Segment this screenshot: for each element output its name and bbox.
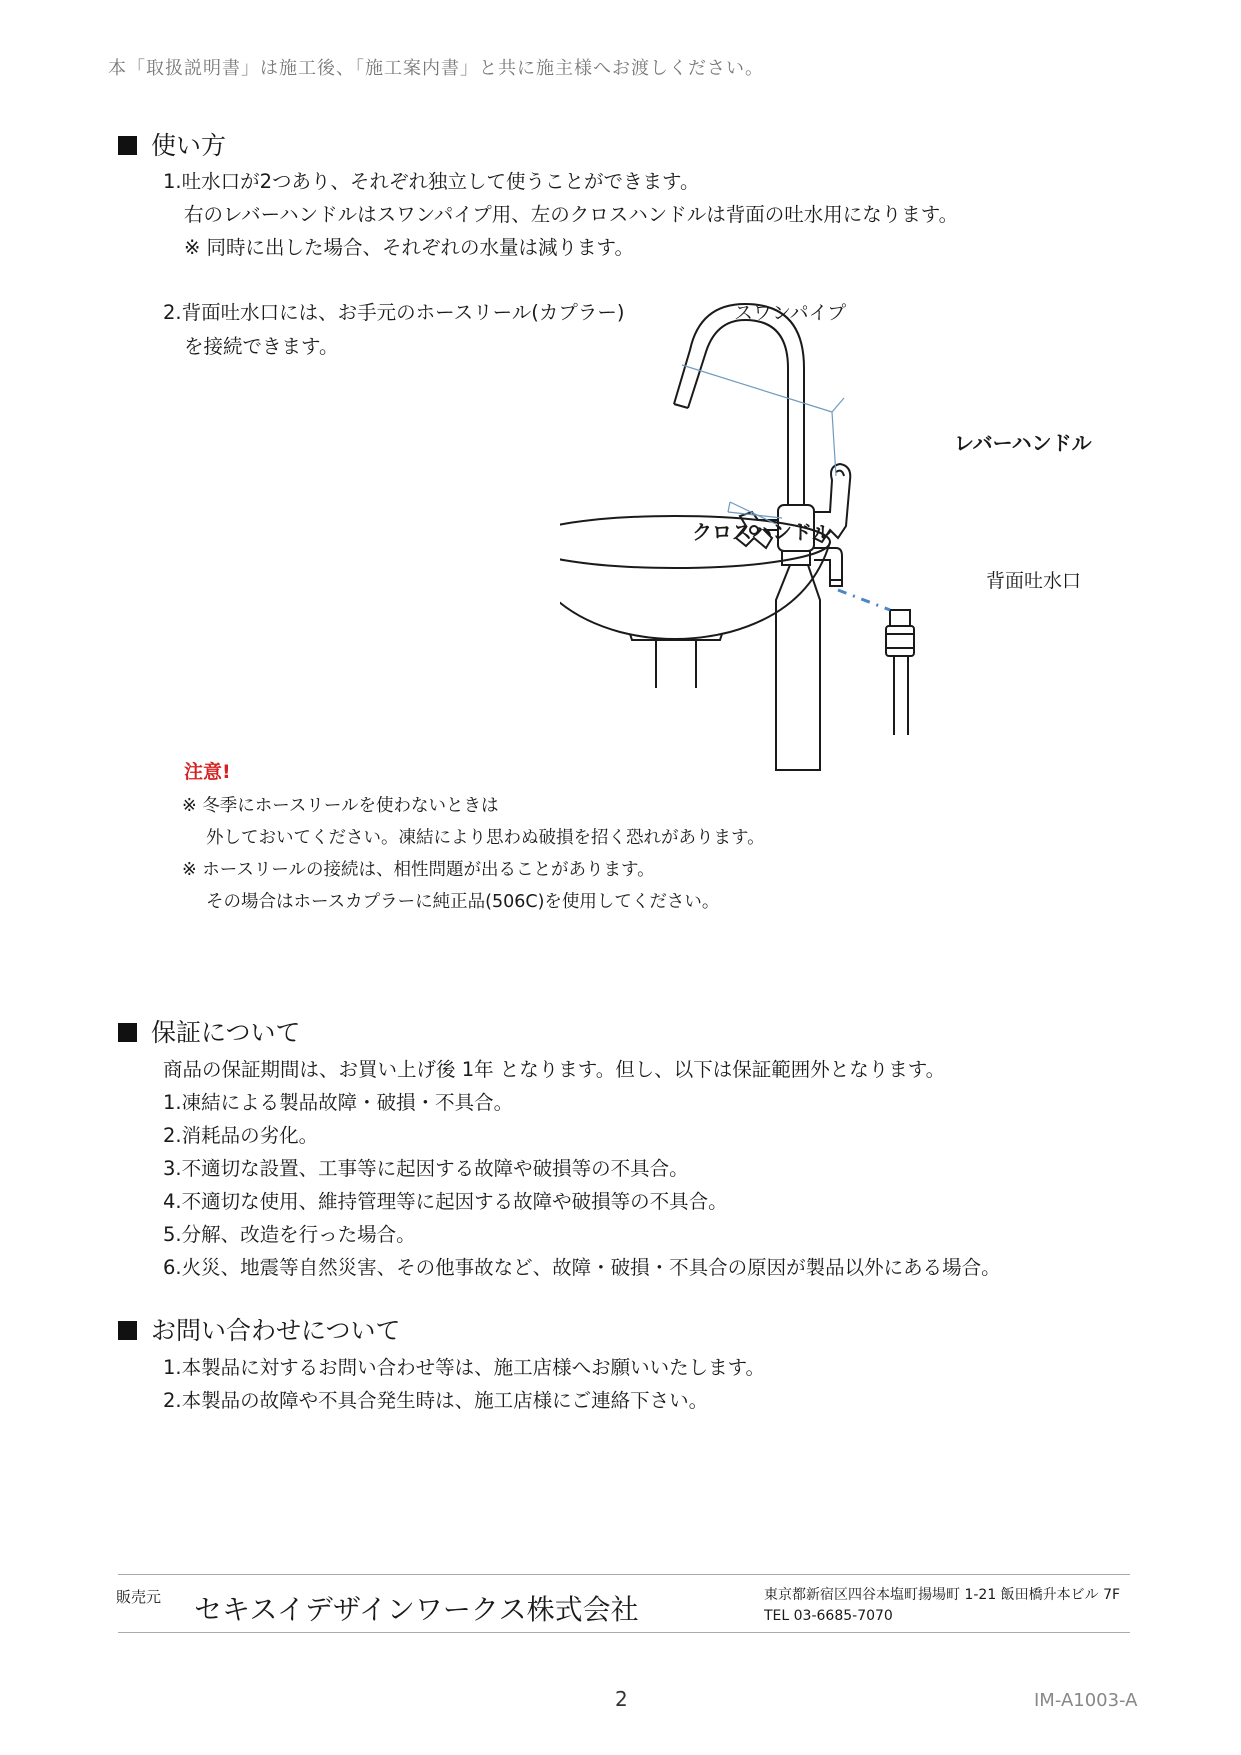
square-bullet-icon [118,136,137,155]
basin-bowl-shape [560,542,830,639]
caution-note1-line2: 外しておいてください。凍結により思わぬ破損を招く恐れがあります。 [206,828,765,848]
usage-title: 使い方 [151,131,227,160]
contact-item: 1.本製品に対するお問い合わせ等は、施工店様へお願いいたします。 [163,1356,766,1379]
company-tel: TEL 03-6685-7070 [764,1608,893,1624]
label-rear-outlet: 背面吐水口 [986,570,1082,592]
water-path-line [838,590,890,610]
company-address: 東京都新宿区四谷本塩町揚場町 1-21 飯田橋升本ビル 7F [764,1587,1121,1603]
leader-line-swan [682,365,832,412]
section-title-warranty [118,1013,301,1049]
hose-coupler-shape [886,610,914,735]
section-title-contact [118,1311,401,1347]
caution-title: 注意! [184,761,231,783]
usage-item1-line3: ※ 同時に出した場合、それぞれの水量は減ります。 [184,236,634,259]
section-title-usage [118,126,226,162]
warranty-item: 4.不適切な使用、維持管理等に起因する故障や破損等の不具合。 [163,1190,728,1213]
warranty-item: 3.不適切な設置、工事等に起因する故障や破損等の不具合。 [163,1157,689,1180]
faucet-diagram [560,280,1120,840]
warranty-title: 保証について [151,1018,301,1047]
label-lever-handle: レバーハンドル [954,431,1092,455]
footer-rule-top [118,1574,1130,1575]
swan-pipe-shape [688,320,788,505]
warranty-item: 2.消耗品の劣化。 [163,1124,319,1147]
contact-title: お問い合わせについて [151,1316,401,1345]
footer-rule-bottom [118,1632,1130,1633]
caution-note2-line2: その場合はホースカプラーに純正品(506C)を使用してください。 [206,892,720,912]
label-swan-pipe: スワンパイプ [734,302,847,324]
page-number: 2 [615,1687,628,1711]
company-name: セキスイデザインワークス株式会社 [194,1593,639,1626]
contact-item: 2.本製品の故障や不具合発生時は、施工店様にご連絡下さい。 [163,1389,709,1412]
square-bullet-icon [118,1321,137,1340]
seller-label: 販売元 [116,1588,162,1606]
warranty-item: 5.分解、改造を行った場合。 [163,1223,416,1246]
usage-item2-line1: 2.背面吐水口には、お手元のホースリール(カプラー) [163,301,625,324]
doc-number: IM-A1003-A [1034,1690,1138,1711]
label-cross-handle: クロスハンドル [692,520,832,544]
warranty-item: 6.火災、地震等自然災害、その他事故など、故障・破損・不具合の原因が製品以外にある場合。 [163,1256,1001,1279]
header-note: 本「取扱説明書」は施工後、「施工案内書」と共に施主様へお渡しください。 [108,58,764,79]
leader-line-lever [832,398,844,412]
caution-note1-line1: ※ 冬季にホースリールを使わないときは [182,796,499,816]
usage-item2-line2: を接続できます。 [184,335,339,358]
usage-item1-line2: 右のレバーハンドルはスワンパイプ用、左のクロスハンドルは背面の吐水用になります。 [184,203,959,226]
drain-pipe-shape [656,640,696,688]
square-bullet-icon [118,1023,137,1042]
warranty-intro: 商品の保証期間は、お買い上げ後 1年 となります。但し、以下は保証範囲外となります。 [163,1058,946,1081]
usage-item1-line1: 1.吐水口が2つあり、それぞれ独立して使うことができます。 [163,170,700,193]
warranty-item: 1.凍結による製品故障・破損・不具合。 [163,1091,514,1114]
caution-note2-line1: ※ ホースリールの接続は、相性問題が出ることがあります。 [182,860,655,880]
